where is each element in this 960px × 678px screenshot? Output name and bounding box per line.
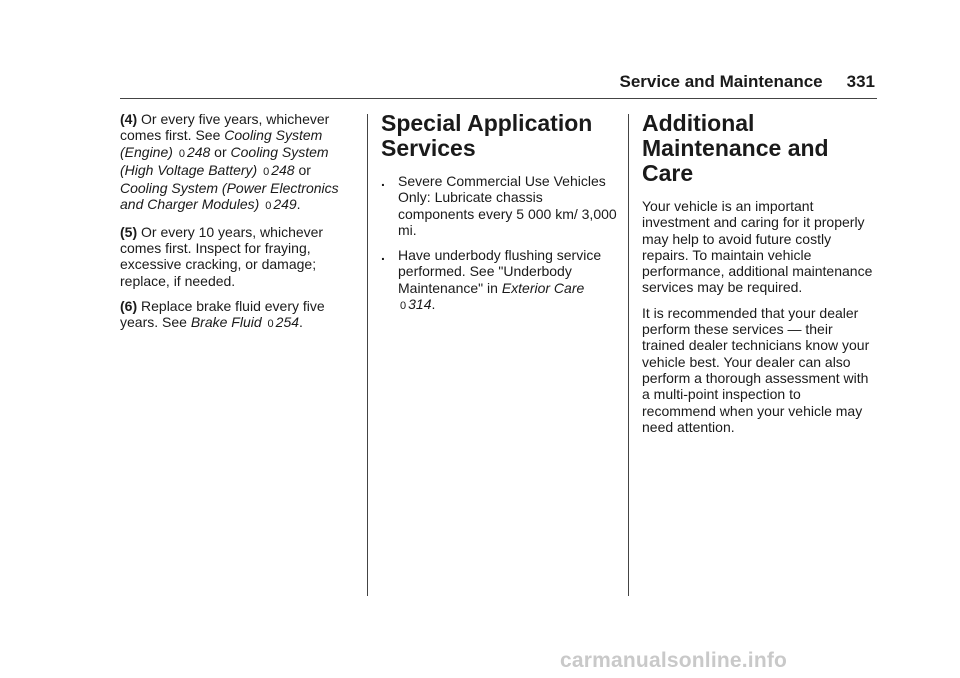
link-cooling-system-hv-battery[interactable]: Cooling System (High Voltage Battery) [120, 143, 329, 178]
link-cooling-system-power-electronics[interactable]: Cooling System (Power Electronics and Charger Modules) [120, 180, 339, 213]
section-heading-additional-maintenance: Additional Maintenance and Care [642, 110, 829, 186]
note-number: (4) [120, 111, 138, 127]
text: Have underbody flushing service performed. See "Underbody Maintenance" in [398, 247, 602, 296]
header-rule [120, 98, 877, 99]
page-ref[interactable]: 254 [275, 314, 300, 331]
list-item-text: Severe Commercial Use Vehicles Only: Lubricate chassis components every 5 000 km/ 3,000 mi. [398, 173, 617, 238]
text: Replace brake fluid every five years. See [120, 297, 325, 331]
column-divider-1 [367, 114, 368, 596]
page-ref[interactable]: 314 [408, 296, 432, 313]
paragraph: It is recommended that your dealer perform these services — their trained dealer technicians know your vehicle best. Your dealer can also perform a thorough assessment with a multi-point inspection to recommend when your vehicle may need attention. [642, 304, 870, 435]
bullet-marker: . [381, 247, 385, 264]
note-number: (5) [120, 223, 138, 240]
text: . [299, 314, 303, 331]
page-ref-arrow-icon: 0 [265, 200, 272, 213]
page-ref-arrow-icon: 0 [267, 318, 274, 331]
paragraph-note-5 [120, 224, 356, 289]
column-divider-2 [628, 114, 629, 596]
text: or [294, 161, 311, 178]
column-3 [642, 111, 878, 444]
page-header [587, 72, 875, 92]
page-number: 331 [846, 72, 875, 91]
text: Or every 10 years, whichever comes first. Inspect for fraying, excessive cracking, or damage; replace, if needed. [120, 223, 324, 289]
column-2 [381, 111, 617, 323]
list-item-text [398, 247, 617, 314]
paragraph-note-4 [120, 111, 356, 215]
text: . [296, 196, 301, 213]
page-ref-arrow-icon: 0 [178, 147, 185, 160]
text: . [431, 296, 436, 313]
page-ref[interactable]: 248 [271, 161, 295, 178]
page-ref[interactable]: 249 [273, 196, 297, 213]
page-ref[interactable]: 248 [186, 143, 211, 160]
paragraph: Your vehicle is an important investment and caring for it properly may help to avoid future costly repairs. To maintain vehicle performance, additional maintenance services may be required. [642, 198, 873, 296]
text: Or every five years, whichever comes first. See [120, 111, 330, 144]
link-cooling-system-engine[interactable]: Cooling System (Engine) [120, 127, 323, 160]
bullet-list [381, 173, 617, 314]
section-heading-special-application: Special Application Services [381, 110, 593, 161]
link-exterior-care[interactable]: Exterior Care [501, 279, 585, 296]
bullet-marker: . [381, 173, 385, 189]
page-ref-arrow-icon: 0 [263, 165, 270, 178]
page-ref-arrow-icon: 0 [400, 300, 407, 313]
link-brake-fluid[interactable]: Brake Fluid [190, 314, 262, 331]
list-item [381, 173, 617, 238]
paragraph-note-6 [120, 298, 356, 333]
note-number: (6) [120, 297, 138, 314]
section-title: Service and Maintenance [619, 72, 823, 91]
column-1 [120, 111, 356, 342]
text: or [210, 143, 231, 160]
watermark: carmanualsonline.info [560, 649, 788, 672]
list-item [381, 247, 617, 314]
